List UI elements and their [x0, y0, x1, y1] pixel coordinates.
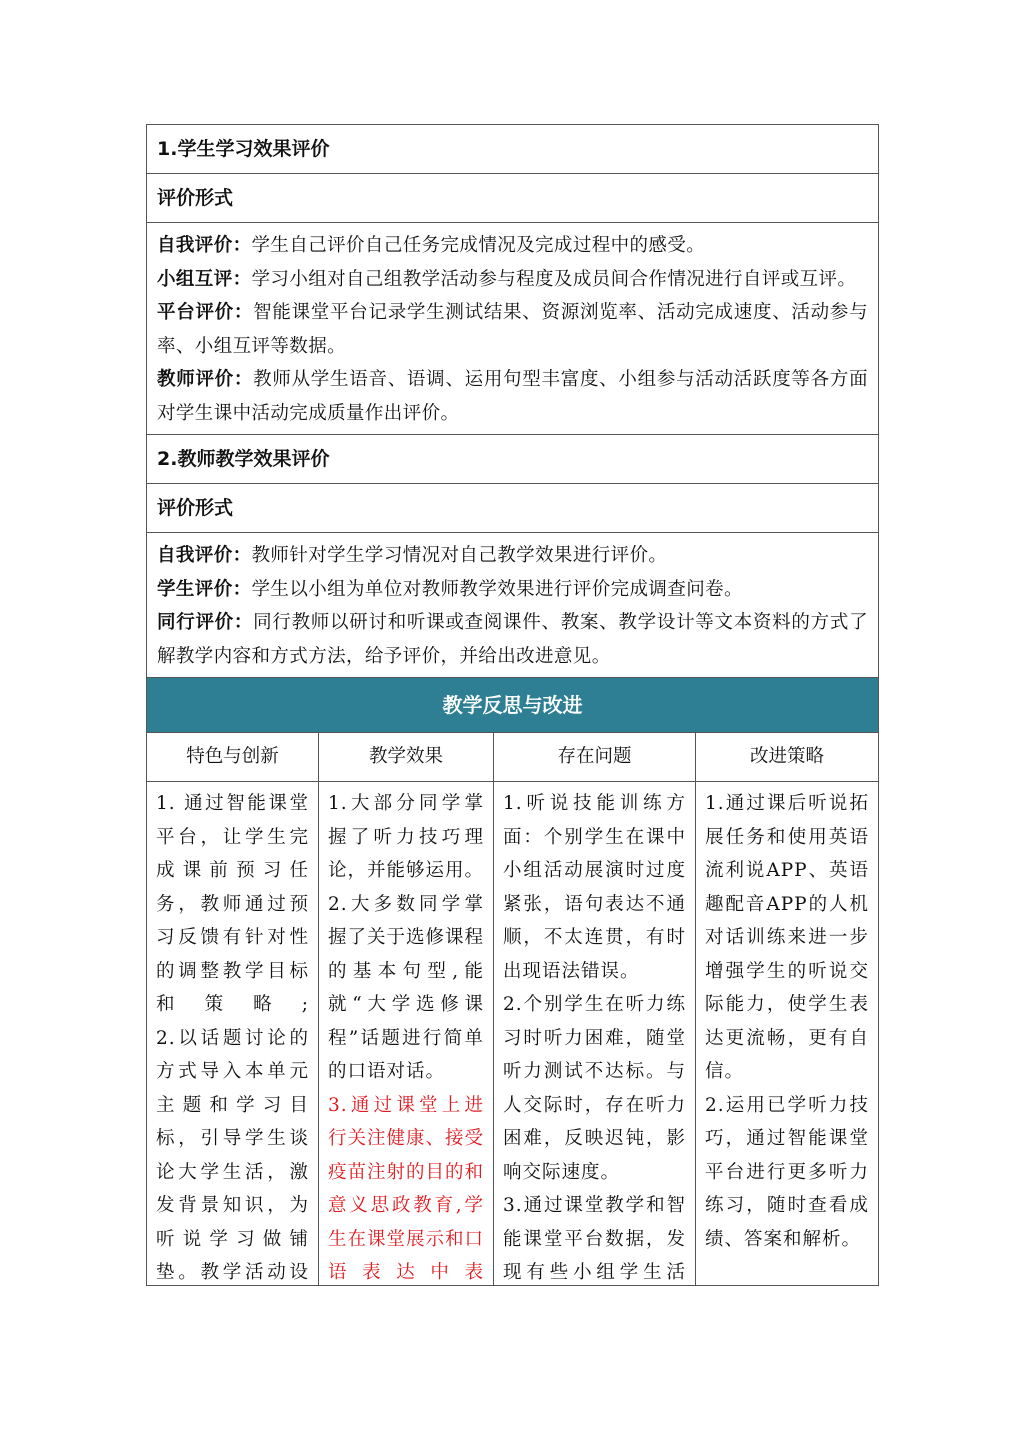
- section1-items: [147, 223, 879, 435]
- item-teacher-eval: 教师评价：教师从学生语音、语调、运用句型丰富度、小组参与活动活跃度等各方面对学生课中活动完成质量作出评价。: [157, 369, 868, 424]
- strategies-item-2: 2.运用已学听力技巧，通过智能课堂平台进行更多听力练习，随时查看成绩、答案和解析。: [705, 1094, 870, 1250]
- item-student-eval: 学生评价：学生以小组为单位对教师教学效果进行评价完成调查问卷。: [157, 578, 743, 600]
- section1-title: 1.学生学习效果评价: [147, 125, 879, 174]
- problems-cell: [494, 782, 696, 1286]
- section2-items: [147, 533, 879, 678]
- section2-title: 2.教师教学效果评价: [147, 435, 879, 484]
- evaluation-table: [146, 124, 879, 1286]
- features-cell: [147, 782, 319, 1286]
- section2-form-label: 评价形式: [147, 484, 879, 533]
- item-self-eval: 自我评价：学生自己评价自己任务完成情况及完成过程中的感受。: [157, 235, 706, 256]
- header-strategies: 改进策略: [696, 733, 879, 782]
- effects-item-1: 1.大部分同学掌握了听力技巧理论，并能够运用。: [328, 793, 484, 881]
- item-self-eval-2: 自我评价：教师针对学生学习情况对自己教学效果进行评价。: [157, 545, 668, 566]
- header-problems: 存在问题: [494, 733, 696, 782]
- document-page: [146, 124, 878, 1286]
- effects-item-3-highlight: 3.通过课堂上进行关注健康、接受疫苗注射的目的和意义思政教育,学生在课堂展示和口语表达中表: [328, 1094, 484, 1283]
- header-features: 特色与创新: [147, 733, 319, 782]
- problems-item-1: 1.听说技能训练方面：个别学生在课中小组活动展演时过度紧张，语句表达不通顺，不太连贯，有时出现语法错误。: [503, 793, 686, 982]
- header-effects: 教学效果: [319, 733, 494, 782]
- reflection-banner: 教学反思与改进: [147, 678, 879, 733]
- effects-cell: [319, 782, 494, 1286]
- features-item-2: 2.以话题讨论的方式导入本单元主题和学习目标，引导学生谈论大学生活，激发背景知识，为听说学习做铺垫。教学活动设: [156, 1027, 309, 1283]
- problems-item-2: 2.个别学生在听力练习时听力困难，随堂听力测试不达标。与人交际时，存在听力困难，反映迟钝，影响交际速度。: [503, 994, 686, 1183]
- problems-item-3: 3.通过课堂教学和智能课堂平台数据，发现有些小组学生活: [503, 1195, 686, 1283]
- item-platform-eval: 平台评价：智能课堂平台记录学生测试结果、资源浏览率、活动完成速度、活动参与率、小组互评等数据。: [157, 302, 868, 357]
- item-peer-eval: 同行评价：同行教师以研讨和听课或查阅课件、教案、教学设计等文本资料的方式了解教学内容和方式方法，给予评价，并给出改进意见。: [157, 612, 868, 667]
- section1-form-label: 评价形式: [147, 174, 879, 223]
- features-item-1: 1. 通过智能课堂平台，让学生完成课前预习任务，教师通过预习反馈有针对性的调整教学目标和策略;: [156, 793, 309, 1015]
- strategies-cell: [696, 782, 879, 1286]
- effects-item-2: 2.大多数同学掌握了关于选修课程的基本句型,能就“大学选修课程”话题进行简单的口语对话。: [328, 893, 484, 1082]
- item-group-eval: 小组互评：学习小组对自己组教学活动参与程度及成员间合作情况进行自评或互评。: [157, 268, 857, 290]
- strategies-item-1: 1.通过课后听说拓展任务和使用英语流利说APP、英语趣配音APP的人机对话训练来进一步增强学生的听说交际能力，使学生表达更流畅，更有自信。: [705, 793, 870, 1082]
